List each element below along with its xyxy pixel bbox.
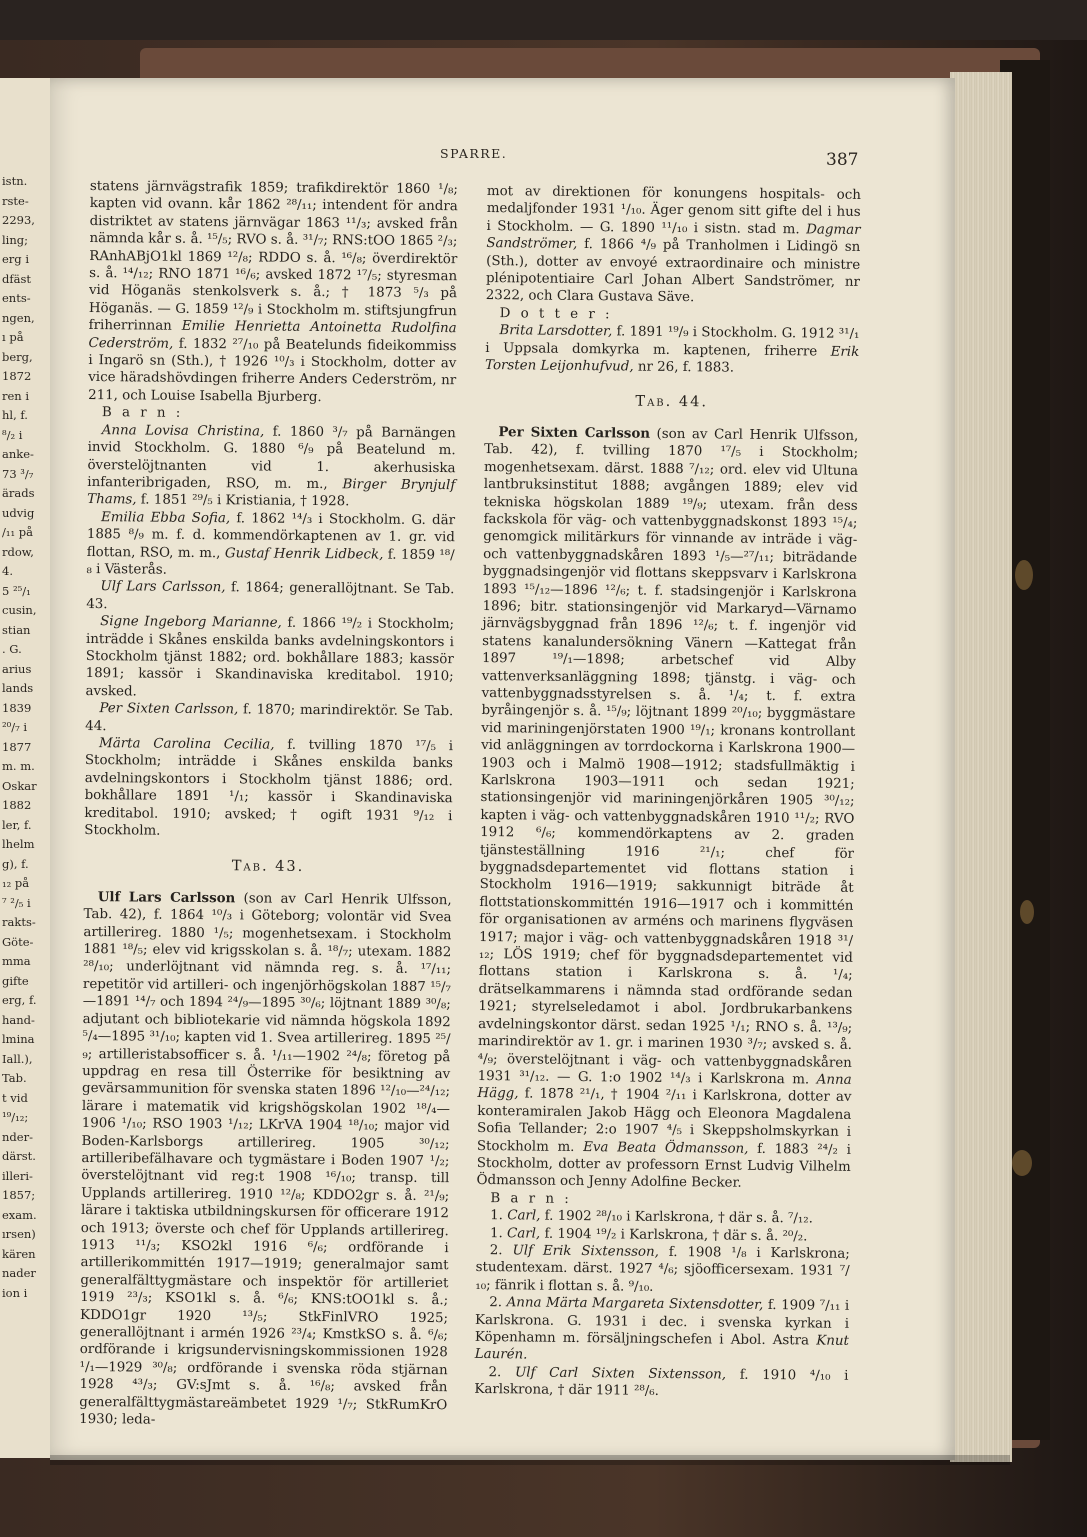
margin-text-fragment: rakts-	[2, 915, 36, 929]
margin-text-fragment: Iall.),	[2, 1051, 33, 1066]
margin-text-fragment: erg, f.	[2, 993, 37, 1007]
margin-text-fragment: ler, f.	[2, 817, 32, 832]
margin-text-fragment: ion i	[2, 1285, 28, 1300]
margin-text-fragment: 5 ²⁵/₁	[2, 583, 31, 598]
children-label: B a r n :	[490, 1190, 572, 1207]
table-heading: Tab. 44.	[635, 394, 709, 411]
child-entry: Signe Ingeborg Marianne, f. 1866 ¹⁹/₂ i Stockholm; inträdde i Skånes enskilda banks avdelningskontors i Stockholm tjänst 1882; ord. bokhållare 1883; kassör 1891; kassör i Skandinaviska kreditabol. 1910; avsked.	[85, 614, 455, 700]
margin-text-fragment: 73 ³/₇	[2, 466, 34, 481]
margin-text-fragment: rste-	[2, 193, 29, 208]
margin-text-fragment: ¹⁹/₁₂;	[2, 1110, 29, 1124]
margin-text-fragment: Göte-	[2, 934, 34, 949]
margin-text-fragment: hand-	[2, 1012, 35, 1027]
child-entry: 2. Anna Märta Margareta Sixtensdotter, f. 1909 ⁷/₁₁ i Karlskrona. G. 1931 i dec. i svenska kyrkan i Köpenhamn m. försäljningschefen i Abol. Astra Knut Laurén.	[474, 1295, 850, 1363]
margin-text-fragment: 1877	[2, 739, 32, 754]
child-entry: Emilia Ebba Sofia, f. 1862 ¹⁴/₃ i Stockholm. G. där 1885 ⁸/₉ m. f. d. kommendörkaptenen av 1. gr. vid flottan, RSO, m. m., Gustaf Henrik Lidbeck, f. 1859 ¹⁸/₈ i Västerås.	[86, 509, 456, 578]
page-number: 387	[826, 150, 859, 170]
margin-text-fragment: nder-	[2, 1129, 33, 1144]
marble-spot	[1012, 1150, 1032, 1176]
margin-text-fragment: därst.	[2, 1149, 36, 1163]
page-bottom-shadow	[50, 1455, 1010, 1465]
margin-text-fragment: ärads	[2, 486, 35, 500]
margin-text-fragment: hl, f.	[2, 408, 28, 422]
table-heading: Tab. 43.	[231, 858, 305, 876]
child-entry: Anna Lovisa Christina, f. 1860 ³/₇ på Barnängen invid Stockholm. G. 1880 ⁶/₉ på Beatelund m. överstelöjtnanten vid 1. akerhusiska infanteribrigaden, RSO, m. m., Birger Brynjulf Thams, f. 1851 ²⁹/₅ i Kristiania, † 1928.	[87, 422, 456, 510]
child-entry: 2. Ulf Erik Sixtensson, f. 1908 ¹/₈ i Karlskrona; studentexam. därst. 1927 ⁴/₆; sjöofficersexam. 1931 ⁷/₁₀; fänrik i flottan s. å. ⁹/₁₀.	[475, 1243, 850, 1295]
margin-text-fragment: 4.	[2, 564, 13, 578]
biography-entry: Ulf Lars Carlsson (son av Carl Henrik Ulfsson, Tab. 42), f. 1864 ¹⁰/₃ i Göteborg; volontär vid Svea artillerireg. 1880 ¹/₅; mogenhetsexam. i Stockholm 1881 ¹⁸/₅; elev vid krigsskolan s. å. ¹⁸/₇; utexam. 1882 ²⁸/₁₀; underlöjtnant vid nämnda reg. s. å. ¹⁷/₁₁; repetitör vid artilleri- och ingenjörhögskolan 1887 ¹⁵/₇—1891 ¹⁴/₇ och 1894 ²⁴/₉—1895 ³⁰/₆; löjtnant 1889 ³⁰/₈; adjutant och bibliotekarie vid nämnda högskola 1892 ⁵/₄—1895 ³¹/₁₀; kapten vid 1. Svea artillerireg. 1895 ²⁵/₉; artilleristabsofficer s. å. ¹/₁₁—1902 ²⁴/₈; företog på uppdrag en resa till Österrike för besiktning av gevärsammunition för svenska staten 1896 ¹²/₁₀—²⁴/₁₂; lärare i matematik vid krigshögskolan 1902 ¹⁸/₄—1906 ¹/₁₀; RSO 1903 ¹/₁₂; LKrVA 1904 ¹⁸/₁₀; major vid Boden-Karlsborgs artillerireg. 1905 ³⁰/₁₂; artilleribefälhavare och tygmästare i Boden 1907 ¹/₂; överstelöjtnant vid reg:t 1908 ¹⁶/₁₀; transp. till Upplands artillerireg. 1910 ¹²/₈; KDDO2gr s. å. ²¹/₉; lärare i taktiska utbildningskursen för officerare 1912 och 1913; överste och chef för Upplands artillerireg. 1913 ¹¹/₃; KSO2kl 1916 ⁶/₆; ordförande i artillerikommittén 1917—1919; generalmajor samt generalfälttygmästare och inspektör för artilleriet 1919 ²³/₃; KSO1kl s. å. ⁶/₆; KNS:tOO1kl s. å.; KDDO1gr 1920 ¹³/₅; StkFinlVRO 1925; generallöjtnant i armén 1926 ²³/₄; KmstkSO s. å. ⁶/₆; ordförande i krigsundervisningskommissionen 1928 ¹/₁—1929 ³⁰/₈; ordförande i svenska röda stjärnan 1928 ⁴³/₃; GV:sJmt s. å. ¹⁶/₈; avsked från generalfälttygmästareämbetet 1929 ¹/₇; StkRumKrO 1930; leda-	[79, 888, 452, 1428]
child-entry: 2. Ulf Carl Sixten Sixtensson, f. 1910 ⁴/₁₀ i Karlskrona, † där 1911 ²⁸/₆.	[474, 1364, 849, 1400]
margin-text-fragment: m. m.	[2, 759, 35, 773]
margin-text-fragment: nader	[2, 1266, 36, 1280]
margin-text-fragment: lands	[2, 681, 34, 695]
margin-text-fragment: t vid	[2, 1090, 28, 1105]
page-edges	[950, 72, 1012, 1462]
margin-text-fragment: erg i	[2, 252, 29, 266]
margin-text-fragment: 1857;	[2, 1188, 36, 1202]
biography-entry: Per Sixten Carlsson (son av Carl Henrik Ulfsson, Tab. 42), f. tvilling 1870 ¹⁷/₅ i Stockholm; mogenhetsexam. därst. 1888 ⁷/₁₂; ord. elev vid Ultuna lantbruksinstitut 1888; avgången 1889; elev vid tekniska högskolan 1889 ¹⁹/₉; utexam. från dess fackskola för väg- och vattenbyggnadskonst 1893 ¹⁵/₄; genomgick militärkurs för vinnande av inträde i väg- och vattenbyggnadskåren 1893 ¹/₅—²⁷/₁₁; biträdande byggnadsingenjör vid flottans skeppsvarv i Karlskrona 1893 ¹⁵/₁₂—1896 ¹²/₆; t. f. stadsingenjör i Karlskrona 1896; bitr. stationsingenjör vid Markaryd—Värnamo järnvägsbyggnad från 1896 ¹²/₆; t. f. ingenjör vid statens kanalundersökning Vänern —Kattegat från 1897 ¹⁹/₁—1898; arbetschef vid Alby vattenverksanläggning 1898; tjänstg. i väg- och vattenbyggnadsstyrelsen s. å. ¹/₄; t. f. extra byråingenjör s. å. ¹⁵/₉; löjtnant 1899 ²⁰/₁₀; byggmästare vid mariningenjörstaten 1900 ¹⁹/₁; kronans kontrollant vid anläggningen av torrdockorna i Karlskrona 1900—1903 och i Malmö 1908—1912; stadsfullmäktig i Karlskrona 1903—1911 och sedan 1921; stationsingenjör vid mariningenjörkåren 1905 ³⁰/₁₂; kapten i väg- och vattenbyggnadskåren 1910 ¹¹/₂; RVO 1912 ⁶/₆; kommendörkaptens av 2. graden tjänsteställning 1916 ²¹/₁; chef för byggnadsdepartementet vid flottans station i Stockholm 1916—1919; sakkunnigt biträde åt flottstationskommittén 1916—1917 och i kommittén för organisationen av arméns och marinens flygväsen 1917; major i väg- och vattenbyggnadskåren 1918 ³¹/₁₂; LÖS 1919; chef för byggnadsdepartementet vid flottans station i Karlskrona s. å. ¹/₄; drätselkammarens i nämnda stad ordförande sedan 1921; styrelseledamot i abol. Jordbrukarbankens avdelningskontor därst. sedan 1925 ¹/₁; RNO s. å. ¹³/₉; marindirektör av 1. gr. i marinen 1930 ³/₇; avsked s. å. ⁴/₉; överstelöjtnant i väg- och vattenbyggnadskåren 1931 ³¹/₁₂. — G. 1:o 1902 ¹⁴/₃ i Karlskrona m. Anna Hägg, f. 1878 ²¹/₁, † 1904 ²/₁₁ i Karlskrona, dotter av konteramiralen Jakob Hägg och Eleonora Magdalena Sofia Tellander; 2:o 1907 ⁴/₅ i Skeppsholmskyrkan i Stockholm m. Eva Beata Ödmansson, f. 1883 ²⁴/₂ i Stockholm, dotter av professorn Ernst Ludvig Vilhelm Ödmansson och Jenny Adolfine Becker.	[476, 424, 859, 1192]
margin-text-fragment: ling;	[2, 232, 28, 247]
left-page-margin	[0, 78, 53, 1458]
margin-text-fragment: lmina	[2, 1032, 35, 1046]
margin-text-fragment: udvig	[2, 505, 35, 520]
margin-text-fragment: Oskar	[2, 778, 37, 793]
margin-text-fragment: dfäst	[2, 271, 31, 286]
margin-text-fragment: illeri-	[2, 1168, 33, 1183]
child-entry: Per Sixten Carlsson, f. 1870; marindirektör. Se Tab. 44.	[85, 701, 454, 734]
children-label: B a r n :	[101, 405, 184, 422]
child-entry: Ulf Lars Carlsson, f. 1864; generallöjtnant. Se Tab. 43.	[86, 579, 455, 612]
margin-text-fragment: ²⁰/₇ i	[2, 720, 28, 734]
margin-text-fragment: gifte	[2, 973, 29, 988]
margin-text-fragment: rdow,	[2, 544, 34, 559]
paragraph: mot av direktionen för konungens hospitals- och medaljfonder 1931 ¹/₁₀. Äger genom sitt gifte del i hus i Stockholm. — G. 1890 ¹¹/₁₀ i sistn. stad m. Dagmar Sandströmer, f. 1866 ⁴/₉ på Tranholmen i Lidingö sn (Sth.), dotter av envoyé extraordinaire och ministre plénipotentiaire Carl Johan Albert Sandströmer, nr 2322, och Clara Gustava Säve.	[485, 183, 861, 306]
marble-spot	[1015, 560, 1033, 590]
daughter-label: D o t t e r :	[499, 305, 613, 323]
child-entry: Brita Larsdotter, f. 1891 ¹⁹/₉ i Stockholm. G. 1912 ³¹/₁ i Uppsala domkyrka m. kaptenen, friherre Erik Torsten Leijonhufvud, nr 26, f. 1883.	[485, 323, 860, 376]
paragraph: statens järnvägstrafik 1859; trafikdirektör 1860 ¹/₈; kapten vid ovann. kår 1862 ²⁸/₁₁; intendent för andra distriktet av statens järnvägar 1863 ¹¹/₃; avsked från nämnda kår s. å. ¹⁵/₅; RVO s. å. ³¹/₇; RNS:tOO 1865 ²/₃; RAnhABjO1kl 1869 ¹²/₈; RDDO s. å. ¹⁶/₈; överdirektör s. å. ¹⁴/₁₂; RNO 1871 ¹⁶/₆; avsked 1872 ¹⁷/₅; styresman vid Höganäs stenkolsverk s. å.; † 1873 ⁵/₃ på Höganäs. — G. 1859 ¹²/₉ i Stockholm m. stiftsjungfrun friherrinnan Emilie Henrietta Antoinetta Rudolfina Cederström, f. 1832 ²⁷/₁₀ på Beatelunds fideikommiss i Ingarö sn (Sth.), † 1926 ¹⁰/₃ i Stockholm, dotter av vice häradshövdingen friherre Anders Cederström, nr 211, och Louise Isabella Bjurberg.	[88, 178, 458, 405]
margin-text-fragment: ngen,	[2, 310, 35, 325]
margin-text-fragment: 2293,	[2, 213, 35, 227]
margin-text-fragment: mma	[2, 954, 31, 968]
child-entry: 1. Carl, f. 1902 ²⁸/₁₀ i Karlskrona, † där s. å. ⁷/₁₂.	[490, 1208, 813, 1227]
running-header: SPARRE.	[440, 146, 508, 161]
margin-text-fragment: stian	[2, 622, 31, 637]
child-entry: Märta Carolina Cecilia, f. tvilling 1870 ¹⁷/₅ i Stockholm; inträdde i Skånes enskilda banks avdelningskontors i Stockholm tjänst 1886; ord. bokhållare 1891 ¹/₁; kassör i Skandinaviska kreditabol. 1910; avsked; † ogift 1931 ⁹/₁₂ i Stockholm.	[84, 736, 454, 839]
margin-text-fragment: /₁₁ på	[2, 525, 33, 539]
margin-text-fragment: istn.	[2, 174, 28, 188]
margin-text-fragment: ⁸/₂ i	[2, 427, 23, 442]
margin-text-fragment: . G.	[2, 642, 22, 656]
margin-text-fragment: ⁷ ²/₅ i	[2, 895, 31, 910]
margin-text-fragment: ents-	[2, 291, 31, 305]
left-column	[79, 178, 458, 1432]
margin-text-fragment: ırsen)	[2, 1227, 36, 1241]
margin-text-fragment: Tab.	[2, 1071, 27, 1085]
margin-text-fragment: 1882	[2, 798, 32, 812]
margin-text-fragment: anke-	[2, 447, 34, 461]
margin-text-fragment: kären	[2, 1246, 36, 1261]
margin-text-fragment: ₁₂ på	[2, 876, 30, 890]
margin-text-fragment: 1839	[2, 700, 32, 715]
margin-text-fragment: 1872	[2, 369, 32, 383]
margin-text-fragment: cusin,	[2, 603, 37, 617]
child-entry: 1. Carl, f. 1904 ¹⁹/₂ i Karlskrona, † där s. å. ²⁰/₂.	[489, 1225, 808, 1244]
margin-text-fragment: g), f.	[2, 856, 29, 871]
margin-text-fragment: berg,	[2, 349, 33, 364]
right-column	[474, 183, 861, 1402]
margin-text-fragment: arius	[2, 661, 32, 676]
marble-spot	[1020, 900, 1034, 924]
margin-text-fragment: lhelm	[2, 837, 35, 851]
margin-text-fragment: ı på	[2, 330, 24, 344]
margin-text-fragment: ren i	[2, 388, 30, 403]
margin-text-fragment: exam.	[2, 1207, 37, 1222]
